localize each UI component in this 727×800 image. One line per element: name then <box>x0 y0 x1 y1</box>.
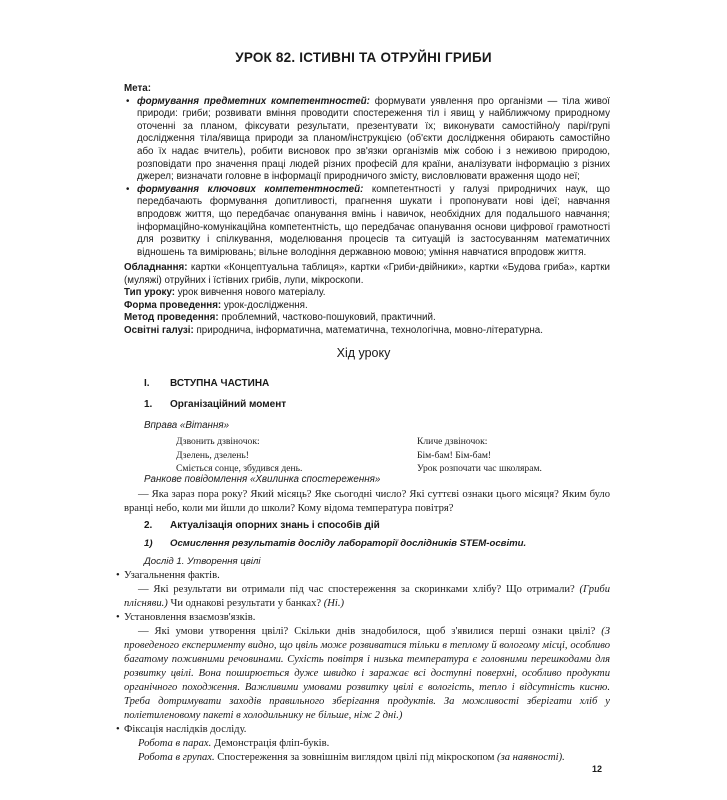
poem-line: Бім-бам! Бім-бам! <box>417 449 492 461</box>
goals-label: Мета: <box>124 83 151 94</box>
bullet-heading <box>116 723 610 737</box>
morning-message-text <box>124 488 610 516</box>
meta-label: Форма проведення: <box>124 299 222 311</box>
meta-value: природнича, інформатична, математична, технологічна, мовно-літературна. <box>193 324 543 336</box>
page-number: 12 <box>592 764 603 774</box>
question: Чи однакові результати у банках? <box>167 598 324 609</box>
bullet-dot: • <box>116 612 120 623</box>
work-mode-text: Спостереження за зовнішнім виглядом цвілі під мікроскопом <box>214 752 498 763</box>
section-heading <box>144 378 269 389</box>
goal-item <box>137 96 610 184</box>
meta-row <box>124 287 610 300</box>
subsection-heading <box>144 399 286 410</box>
meta-row <box>124 262 610 287</box>
bullet-label: Установлення взаємозв'язків. <box>124 612 256 623</box>
bullet-dot: • <box>116 724 120 735</box>
paragraph: — Яка зараз пора року? Який місяць? Яке сьогодні число? Які суттєві ознаки цього місяця? Яким було вранці небо, коли ми йшли до школи? Кому відома температура повітря? <box>124 489 610 514</box>
poem-line: Кличе дзвіночок: <box>417 436 488 447</box>
lesson-meta <box>124 262 610 338</box>
subsection-number: 1. <box>144 399 153 410</box>
goals-list <box>124 96 610 260</box>
meta-label: Освітні галузі: <box>124 324 194 336</box>
goal-item-text: формувати уявлення про організми — тіла живої природи: гриби; розвивати вміння проводити спостереження тіл і явищ у найближчому природному оточенні за планом, фіксувати результати, презентувати їх; виконувати самостійно/у парі/групі дослідження тіла/явища природи за планом/інструкцією (об'єкти дослідження обирають самостійно або їх надає вчитель), робити висновок про зв'язки організмів між собою і з неживою природою, розповідати про значення праці людей різних професій для країни, аналізувати інформацію з різних джерел; визначати головне в інформації природничого змісту, висловлювати враження щодо неї; <box>137 95 610 183</box>
poem-line: Дзвонить дзвіночок: <box>176 436 260 447</box>
exercise-label: Вправа «Вітання» <box>144 420 230 431</box>
work-mode-text: Демонстрація фліп-буків. <box>211 738 330 749</box>
morning-message-label: Ранкове повідомлення «Хвилинка спостереження» <box>144 474 381 485</box>
poem-left <box>176 435 302 476</box>
poem-line: Урок розпочати час школярам. <box>417 463 542 475</box>
meta-value: проблемний, частково-пошуковий, практичний. <box>218 312 436 324</box>
bullet-dot: • <box>116 570 120 581</box>
subsection-label: Організаційний момент <box>170 399 287 410</box>
bullet-label: Фіксація наслідків досліду. <box>124 724 247 735</box>
poem-line: Дзелень, дзелень! <box>176 449 249 461</box>
meta-label: Обладнання: <box>124 262 188 273</box>
meta-value: урок вивчення нового матеріалу. <box>175 287 326 299</box>
experiment-body <box>116 569 610 765</box>
lesson-title: УРОК 82. ІСТИВНІ ТА ОТРУЙНІ ГРИБИ <box>235 50 492 65</box>
meta-row <box>124 312 610 325</box>
answer: (Гриби плісняви.) <box>124 584 610 609</box>
subsection-number: 2. <box>144 520 153 531</box>
answer: (Ні.) <box>323 598 345 609</box>
work-mode-note: (за наявності). <box>497 752 565 763</box>
bullet-heading <box>116 569 610 583</box>
subsection-heading <box>144 538 526 549</box>
meta-row <box>124 300 610 313</box>
paragraph <box>124 625 610 723</box>
paragraph <box>124 583 610 611</box>
section-number: I. <box>144 378 150 389</box>
work-mode-label: Робота в парах. <box>138 738 212 749</box>
question: — Які умови утворення цвілі? Скільки днів знадобилося, щоб з'явилися перші ознаки цвілі? <box>138 626 602 637</box>
goal-item-lead: формування предметних компетентностей: <box>137 95 370 107</box>
meta-label: Тип уроку: <box>124 287 176 299</box>
poem-right <box>417 435 542 476</box>
paragraph <box>124 751 610 765</box>
course-heading: Хід уроку <box>336 346 391 360</box>
goals-block <box>124 83 610 259</box>
meta-value: урок-дослідження. <box>221 299 308 311</box>
section-label: ВСТУПНА ЧАСТИНА <box>170 378 270 389</box>
goal-item-text: компетентності у галузі природничих наук, що передбачають формування допитливості, прагнення шукати і пропонувати нові ідеї; навчання впродовж життя, що передбачає опанування вмінь і навичок, необхідних для подальшого навчання; інформаційно-комунікаційна компетентність, що передбачає опанування основи цифрової грамотності для розвитку і спілкування, моделювання процесів та ситуацій із застосуванням математичних відношень та вимірювань; вільне володіння державною мовою; уміння навчатися впродовж життя. <box>137 183 610 258</box>
question: — Які результати ви отримали під час спостереження за скоринками хлібу? Що отримали? <box>138 584 580 595</box>
subsection-label: Актуалізація опорних знань і способів дій <box>170 520 380 531</box>
goal-item-lead: формування ключових компетентностей: <box>137 183 364 195</box>
subsection-number: 1) <box>144 538 153 549</box>
meta-value: картки «Концептуальна таблиця», картки «Гриби-двійники», картки «Будова гриба», картки (муляжі) отруйних і їстівних грибів, лупи, мікроскопи. <box>124 262 610 286</box>
subsection-heading <box>144 520 380 531</box>
work-mode-label: Робота в групах. <box>138 752 215 763</box>
bullet-label: Узагальнення фактів. <box>124 570 220 581</box>
answer: (З проведеного експерименту видно, що цвіль може розвиватися тільки в теплому й вологому місці, особливо багатому поживними речовинами. Сухість повітря і низька температура є головними перешкодами для розвитку цвілі. Вона поширюється дуже швидко і заражає всі доступні поверхні, особливо продукти органічного походження. Важливими умовами розвитку цвілі є вологість, тепло і відсутність кисню. Треба дотримувати заходів правильного зберігання продуктів. За можливості зберігати хліб у поліетиленовому пакеті в холодильнику не більше, ніж 2 дні.) <box>124 626 610 721</box>
meta-row <box>124 325 610 338</box>
goal-item <box>137 184 610 260</box>
poem-line: Сміється сонце, збудився день. <box>176 463 303 475</box>
subsection-label: Осмислення результатів досліду лабораторії дослідників STEM-освіти. <box>170 538 527 549</box>
bullet-heading <box>116 611 610 625</box>
meta-label: Метод проведення: <box>124 312 219 324</box>
experiment-label: Дослід 1. Утворення цвілі <box>144 556 261 567</box>
paragraph <box>124 737 610 751</box>
